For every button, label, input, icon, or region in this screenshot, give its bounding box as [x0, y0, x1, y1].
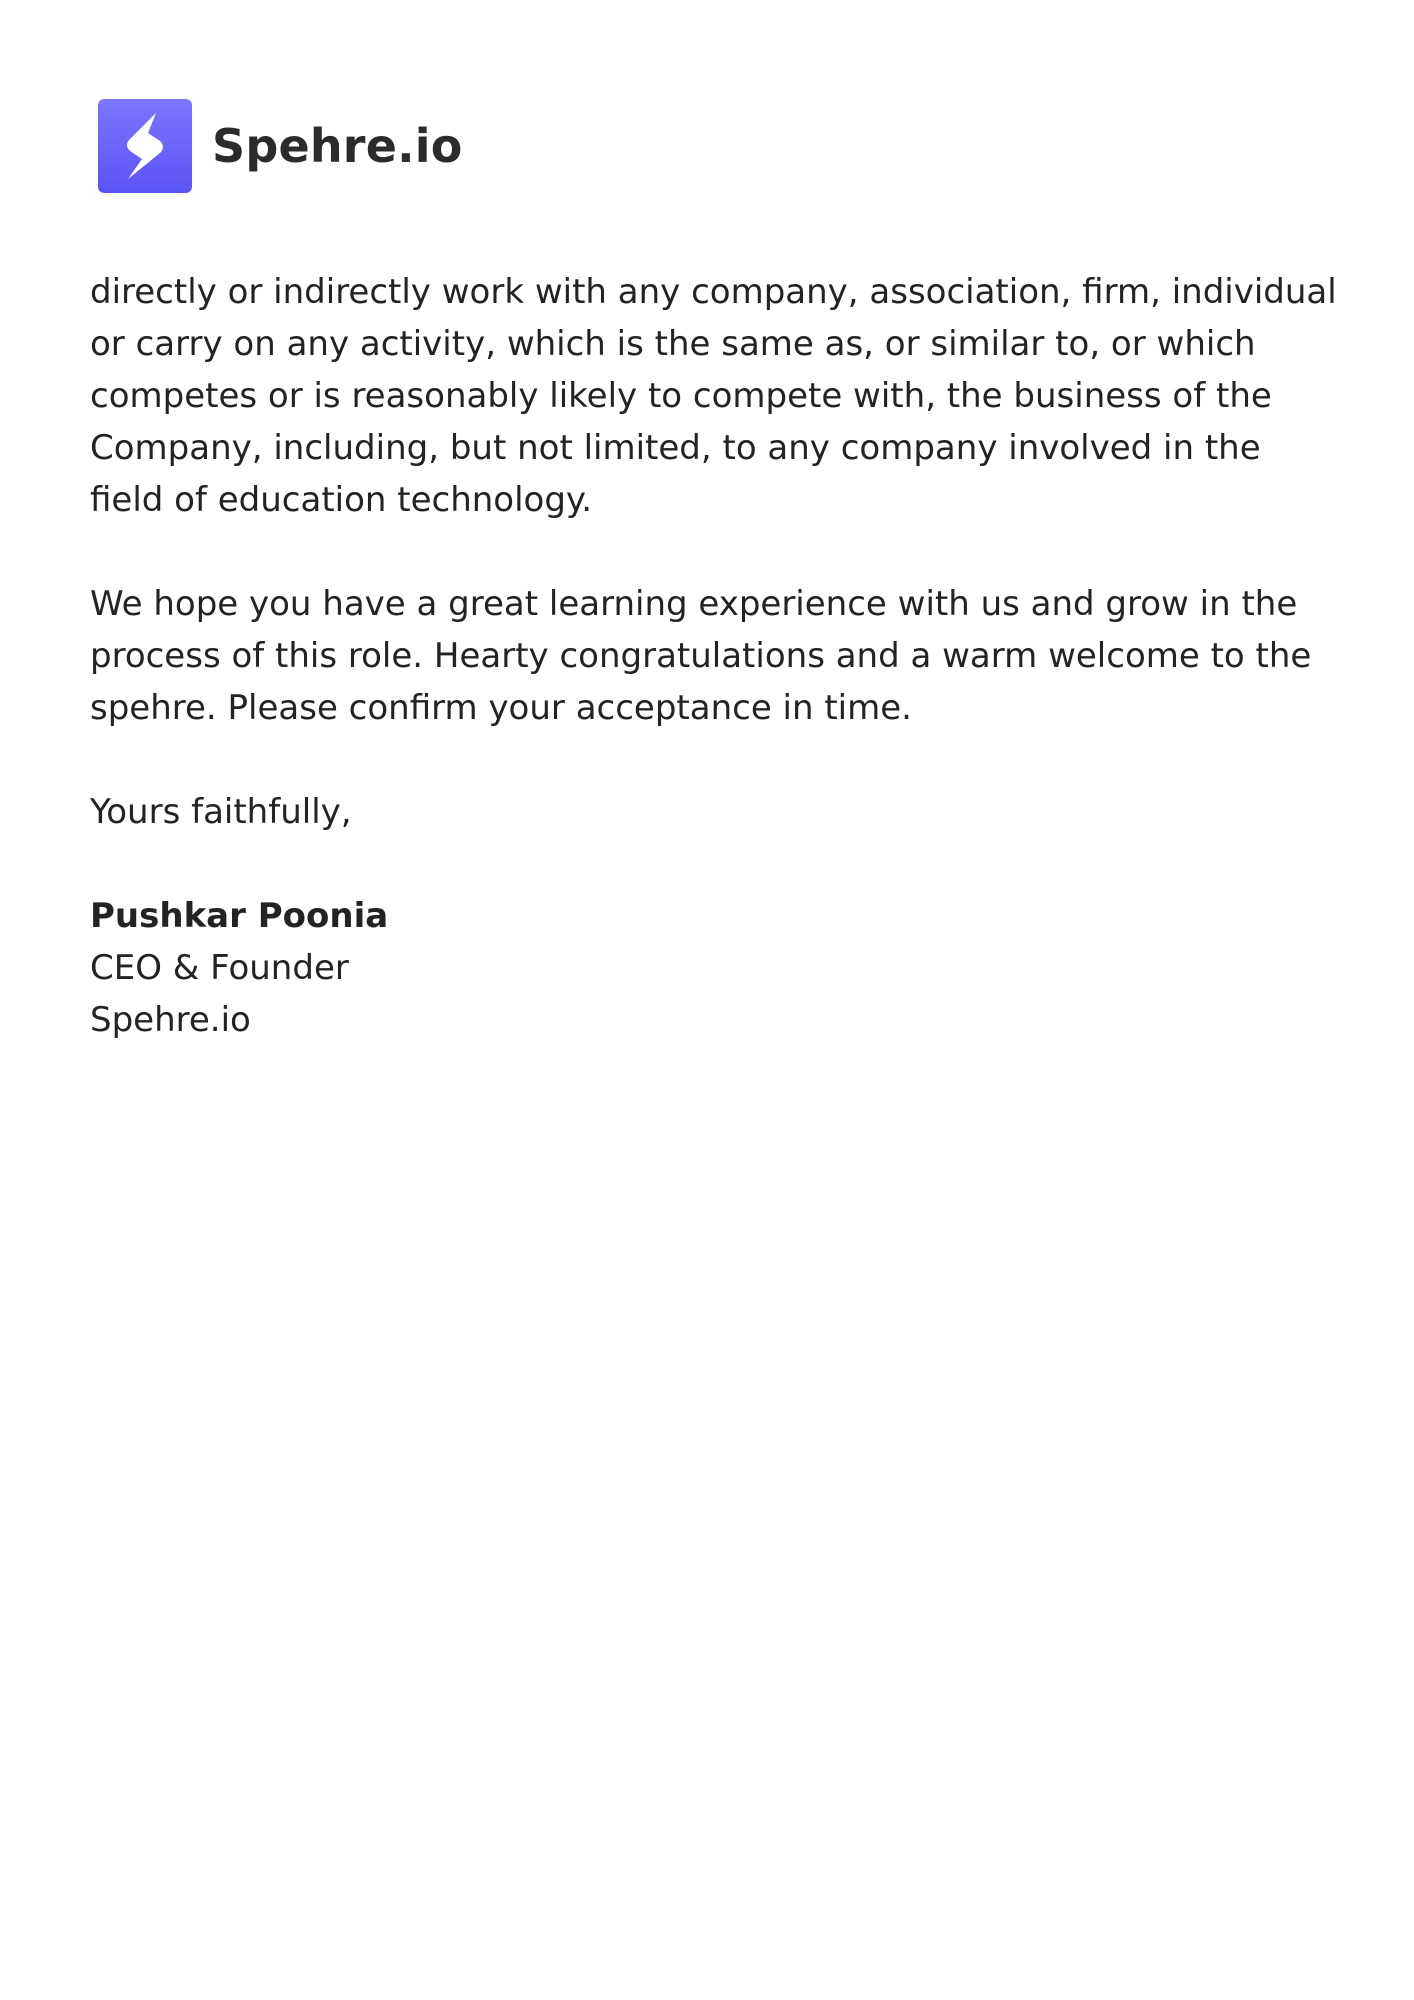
s-bolt-logo-icon: [98, 99, 192, 193]
signer-company: Spehre.io: [90, 1000, 251, 1040]
letter-body: [90, 266, 1340, 1046]
body-paragraph-2: We hope you have a great learning experience with us and grow in the process of this role. Hearty congratulations and a warm welcome to the spehre. Please confirm your acceptance in time.: [90, 584, 1312, 728]
body-paragraph-1: directly or indirectly work with any company, association, firm, individual or carry on any activity, which is the same as, or similar to, or which competes or is reasonably likely to compete with, the business of the Company, including, but not limited, to any company involved in the field of education technology.: [90, 272, 1337, 520]
signer-title: CEO & Founder: [90, 948, 349, 988]
closing-salutation: Yours faithfully,: [90, 792, 352, 832]
signature-block: [90, 890, 1340, 1046]
brand-name: Spehre.io: [212, 119, 463, 173]
letterhead: [98, 98, 463, 194]
signer-name: Pushkar Poonia: [90, 896, 389, 936]
